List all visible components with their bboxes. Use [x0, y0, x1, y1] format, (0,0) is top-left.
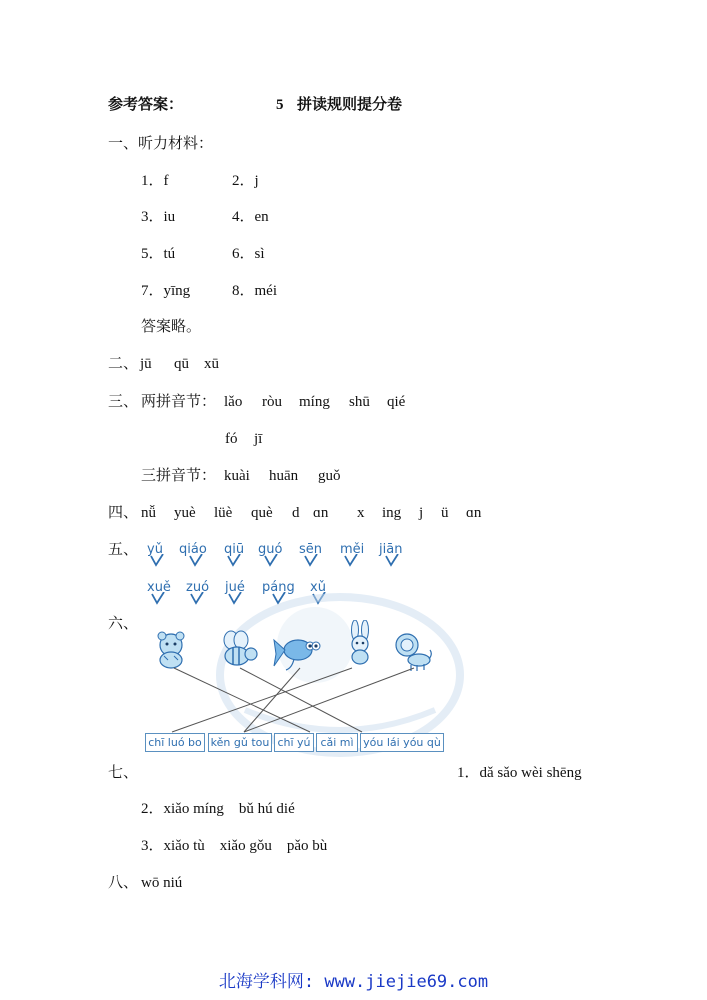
check-mark-icon	[190, 592, 204, 605]
check-mark-icon	[189, 554, 203, 567]
s3-word: míng	[299, 394, 330, 410]
s5-syllable: yǔ	[147, 542, 163, 557]
s5-syllable: jiān	[379, 542, 403, 557]
three-syllable-label: 三拼音节：	[141, 468, 217, 484]
s3-word: jī	[254, 431, 263, 447]
s4-word: ɑn	[313, 505, 329, 521]
check-mark-icon	[264, 554, 278, 567]
s4-word: lüè	[214, 505, 233, 521]
check-mark-icon	[227, 554, 241, 567]
section-5-label: 五、	[108, 542, 139, 558]
section-6-label: 六、	[108, 616, 139, 632]
s1-item-8: 8．méi	[232, 283, 278, 299]
s1-item-4: 4．en	[232, 209, 269, 225]
matching-lines	[140, 660, 450, 738]
s1-item-2: 2．j	[232, 173, 259, 189]
unit-number: 5	[276, 97, 284, 113]
match-box: kěn gǔ tou	[208, 733, 272, 752]
s5-syllable: guó	[258, 542, 283, 557]
section-8-label: 八、	[108, 875, 139, 891]
answer-key-title: 参考答案：	[108, 97, 184, 113]
match-line	[240, 668, 362, 732]
s3-word: kuài	[224, 468, 250, 484]
s4-word: ɑn	[466, 505, 482, 521]
section-4-label: 四、	[108, 505, 139, 521]
match-line	[244, 668, 414, 732]
section-3-label: 三、	[108, 394, 139, 410]
match-box: chī luó bo	[145, 733, 205, 752]
s3-word: huān	[269, 468, 299, 484]
s2-word: jū	[140, 356, 152, 372]
s4-word: què	[251, 505, 273, 521]
s4-word: ü	[441, 505, 449, 521]
s4-word: d	[292, 505, 300, 521]
s1-item-7: 7．yīng	[141, 283, 191, 299]
match-box: chī yú	[274, 733, 314, 752]
footer-watermark: 北海学科网: www.jiejie69.com	[218, 972, 489, 992]
s4-word: nǚ	[141, 505, 156, 521]
s5-syllable: páng	[262, 580, 295, 595]
check-mark-icon	[304, 554, 318, 567]
s3-word: ròu	[262, 394, 282, 410]
s1-item-5: 5．tú	[141, 246, 176, 262]
s1-item-1: 1．f	[141, 173, 169, 189]
check-mark-icon	[151, 592, 165, 605]
match-line	[172, 668, 352, 732]
s1-note: 答案略。	[141, 319, 202, 335]
s8-answer: wō niú	[141, 875, 183, 891]
s5-syllable: xǔ	[310, 580, 326, 595]
s3-word: shū	[349, 394, 370, 410]
section-1-label: 一、听力材料：	[108, 136, 214, 152]
two-syllable-label: 两拼音节：	[141, 394, 217, 410]
match-line	[244, 668, 300, 732]
match-box: yóu lái yóu qù	[360, 733, 444, 752]
check-mark-icon	[385, 554, 399, 567]
s7-item-3: 3．xiǎo tù xiǎo gǒu pǎo bù	[141, 838, 328, 854]
s3-word: guǒ	[318, 468, 341, 484]
match-box: cǎi mì	[316, 733, 358, 752]
match-line	[174, 668, 310, 732]
check-mark-icon	[344, 554, 358, 567]
s4-word: yuè	[174, 505, 196, 521]
section-2-label: 二、	[108, 356, 139, 372]
s4-word: j	[419, 505, 424, 521]
s2-word: xū	[204, 356, 219, 372]
s3-word: qié	[387, 394, 406, 410]
s5-syllable: sēn	[299, 542, 323, 557]
check-mark-icon	[150, 554, 164, 567]
s5-syllable: měi	[340, 542, 365, 557]
unit-title: 拼读规则提分卷	[297, 97, 403, 113]
s7-item-2: 2．xiǎo míng bǔ hú dié	[141, 801, 295, 817]
section-7-label: 七、	[108, 765, 139, 781]
s5-syllable: jué	[225, 580, 245, 595]
s5-syllable: qiáo	[179, 542, 207, 557]
s3-word: fó	[225, 431, 238, 447]
s4-word: ing	[382, 505, 402, 521]
s4-word: x	[357, 505, 365, 521]
s1-item-6: 6．sì	[232, 246, 265, 262]
s1-item-3: 3．iu	[141, 209, 176, 225]
s5-syllable: zuó	[186, 580, 210, 595]
s5-syllable: qiū	[224, 542, 245, 557]
s5-syllable: xuě	[147, 580, 171, 595]
s2-word: qū	[174, 356, 189, 372]
s7-item-1: 1．dǎ sǎo wèi shēng	[457, 765, 582, 781]
s3-word: lǎo	[224, 394, 243, 410]
